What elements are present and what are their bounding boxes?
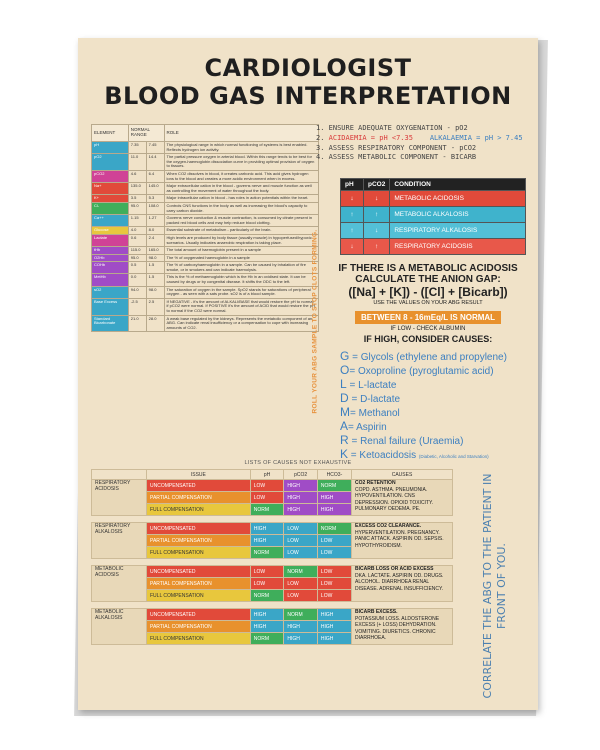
causes-value: HIGH xyxy=(317,633,351,645)
normal-low: 7.35 xyxy=(128,142,146,154)
goldmark-letter: G xyxy=(340,349,350,363)
element-name: Ca++ xyxy=(92,215,129,227)
causes-value: HIGH xyxy=(284,621,318,633)
normal-low: 95.0 xyxy=(128,202,146,214)
causes-value: HIGH xyxy=(284,504,318,516)
condition-header-pco2: pCO2 xyxy=(364,179,390,191)
goldmark-meaning: = Ketoacidosis xyxy=(348,450,419,461)
causes-group-name: RESPIRATORY ACIDOSIS xyxy=(92,480,147,516)
causes-value: LOW xyxy=(250,578,284,590)
spacer-cell xyxy=(92,516,453,523)
goldmark-letter: O xyxy=(340,363,350,377)
normal-low: 4.6 xyxy=(128,170,146,182)
element-row xyxy=(92,247,319,255)
element-row xyxy=(92,227,319,235)
poster-title-line1: CARDIOLOGIST xyxy=(204,54,412,82)
anion-normal-badge: BETWEEN 8 - 16mEq/L IS NORMAL xyxy=(355,311,501,324)
goldmark-item xyxy=(340,406,538,420)
element-table-header xyxy=(92,125,319,142)
arrow-down-icon: ↓ xyxy=(364,223,390,239)
causes-value: LOW xyxy=(284,523,318,535)
goldmark-meaning: = L-lactate xyxy=(346,380,397,391)
goldmark-item xyxy=(340,392,538,406)
normal-high: 8.0 xyxy=(146,227,164,235)
normal-high: 165.0 xyxy=(146,247,164,255)
causes-value: LOW xyxy=(284,590,318,602)
normal-low: 4.0 xyxy=(128,227,146,235)
normal-high: 108.0 xyxy=(146,202,164,214)
causes-issue: PARTIAL COMPENSATION xyxy=(147,492,251,504)
element-role: The saturation of oxygen in the sample. SpO2 stands for saturations of peripheral oxygen - as seen with a sats probe. sO2 is of a blood sample. xyxy=(164,286,319,298)
normal-low: 135.0 xyxy=(128,183,146,195)
step-2-number: 2. xyxy=(316,133,325,142)
causes-value: LOW xyxy=(284,547,318,559)
normal-high: 1.5 xyxy=(146,262,164,274)
anion-formula: ([Na] + [K]) - ([Cl] + [Bicarb]) xyxy=(348,285,508,299)
normal-low: 21.0 xyxy=(128,315,146,332)
step-1: 1. ENSURE ADEQUATE OXYGENATION - pO2 xyxy=(316,124,468,132)
causes-text: DKA. LACTATE. ASPIRIN OD. DRUGS. ALCOHOL. DIARRHOEA RENAL DISEASE. ADRENAL INSUFFICIENCY. xyxy=(355,572,444,592)
poster xyxy=(78,38,538,710)
condition-name: METABOLIC ALKALOSIS xyxy=(390,207,526,223)
element-role: The physiological range in which normal functioning of systems is best enabled. Reflects hydrogen ion activity. xyxy=(164,142,319,154)
causes-header-hco3: HCO3- xyxy=(317,470,351,480)
causes-issue: FULL COMPENSATION xyxy=(147,590,251,602)
step-4: 4. ASSESS METABOLIC COMPONENT - BICARB xyxy=(316,153,477,162)
causes-text: POTASSIUM LOSS. ALDOSTERONE EXCESS (+ LOSS) DEHYDRATION. VOMITING. DIURETICS. CHRONIC DIARRHOEA. xyxy=(355,615,440,641)
element-role: Governs nerve conduction & muscle contraction, is consumed by citrate present in packed red blood cells and may help reduce blood clotting. xyxy=(164,215,319,227)
condition-row xyxy=(341,239,526,255)
causes-text: COPD. ASTHMA. PNEUMONIA. HYPOVENTILATION. CNS DEPRESSION. OPIOID TOXICITY. PULMONARY OEDEMA. PE. xyxy=(355,486,434,512)
causes-header-group xyxy=(92,470,147,480)
normal-high: 14.4 xyxy=(146,154,164,171)
causes-value: LOW xyxy=(284,535,318,547)
normal-low: 94.0 xyxy=(128,286,146,298)
element-name: MetHb xyxy=(92,274,129,286)
anion-heading-2: CALCULATE THE ANION GAP: xyxy=(355,274,501,285)
header-element: ELEMENT xyxy=(92,125,129,142)
causes-group-name: METABOLIC ALKALOSIS xyxy=(92,609,147,645)
element-role: When CO2 dissolves in blood, it creates carbonic acid. This acid gives hydrogen ions to the blood and creates a more acidic environment when in excess. xyxy=(164,170,319,182)
causes-value: HIGH xyxy=(284,480,318,492)
element-role: The % of carboxyhaemoglobin in a sample. Can be caused by inhalation of fire smoke, or in smokers and can indicate haemolysis. xyxy=(164,262,319,274)
arrow-down-icon: ↓ xyxy=(341,191,364,207)
causes-issue: UNCOMPENSATED xyxy=(147,523,251,535)
goldmark-letter: M xyxy=(340,405,350,419)
element-role: Major intracellular cation in blood - has roles in action potentials within the heart. xyxy=(164,195,319,203)
goldmark-letter: D xyxy=(340,391,349,405)
normal-low: -2.5 xyxy=(128,298,146,315)
causes-value: LOW xyxy=(317,590,351,602)
causes-value: HIGH xyxy=(284,492,318,504)
element-name: pO2 xyxy=(92,154,129,171)
causes-issue: UNCOMPENSATED xyxy=(147,480,251,492)
causes-value: NORM xyxy=(284,609,318,621)
causes-value: LOW xyxy=(250,492,284,504)
element-row xyxy=(92,195,319,203)
causes-value: HIGH xyxy=(317,621,351,633)
goldmark-meaning: = Oxoproline (pyroglutamic acid) xyxy=(349,366,494,377)
causes-value: LOW xyxy=(284,578,318,590)
causes-issue: PARTIAL COMPENSATION xyxy=(147,621,251,633)
element-role: The % of oxygenated haemoglobin in a sample xyxy=(164,254,319,262)
element-table-body xyxy=(92,142,319,332)
element-row xyxy=(92,315,319,332)
element-row xyxy=(92,274,319,286)
causes-group-name: METABOLIC ACIDOSIS xyxy=(92,566,147,602)
causes-title: CO2 RETENTION xyxy=(355,480,396,486)
causes-list xyxy=(352,523,453,559)
goldmark-list xyxy=(340,350,538,463)
causes-list xyxy=(352,609,453,645)
normal-high: 2.4 xyxy=(146,234,164,246)
spacer-cell xyxy=(92,559,453,566)
condition-name: METABOLIC ACIDOSIS xyxy=(390,191,526,207)
causes-value: HIGH xyxy=(284,633,318,645)
condition-row xyxy=(341,207,526,223)
causes-header-ph: pH xyxy=(250,470,284,480)
normal-low: 0.5 xyxy=(128,262,146,274)
element-name: pCO2 xyxy=(92,170,129,182)
header-normal-range: NORMAL RANGE xyxy=(128,125,164,142)
element-name: tHb xyxy=(92,247,129,255)
causes-value: NORM xyxy=(317,480,351,492)
arrow-down-icon: ↓ xyxy=(364,191,390,207)
goldmark-letter: L xyxy=(340,377,347,391)
causes-row xyxy=(92,566,453,578)
correlate-note xyxy=(450,473,536,708)
anion-gap-section xyxy=(318,263,538,345)
causes-value: NORM xyxy=(250,633,284,645)
goldmark-note: (Diabetic, Alcoholic and Starvation) xyxy=(418,454,489,459)
arrow-up-icon: ↑ xyxy=(341,223,364,239)
causes-text: HYPERVENTILATION. PREGNANCY. PANIC ATTACK. ASPIRIN OD. SEPSIS. HYPOTHYROIDISM. xyxy=(355,529,444,549)
causes-header-pco2: pCO2 xyxy=(284,470,318,480)
normal-low: 1.15 xyxy=(128,215,146,227)
causes-value: NORM xyxy=(250,590,284,602)
causes-header-causes: CAUSES xyxy=(352,470,453,480)
normal-low: 11.0 xyxy=(128,154,146,171)
arrow-up-icon: ↑ xyxy=(364,239,390,255)
condition-name: RESPIRATORY ACIDOSIS xyxy=(390,239,526,255)
normal-high: 1.27 xyxy=(146,215,164,227)
causes-spacer xyxy=(92,602,453,609)
normal-high: 7.45 xyxy=(146,142,164,154)
element-name: Base Excess xyxy=(92,298,129,315)
causes-title: BICARB LOSS OR ACID EXCESS xyxy=(355,566,434,572)
arrow-up-icon: ↑ xyxy=(364,207,390,223)
anion-high: IF HIGH, CONSIDER CAUSES: xyxy=(363,334,493,344)
causes-list xyxy=(352,566,453,602)
condition-row xyxy=(341,191,526,207)
goldmark-meaning: = Aspirin xyxy=(348,422,387,433)
normal-low: 0.6 xyxy=(128,234,146,246)
causes-issue: FULL COMPENSATION xyxy=(147,633,251,645)
normal-high: 98.0 xyxy=(146,254,164,262)
causes-value: NORM xyxy=(317,523,351,535)
normal-low: 0.0 xyxy=(128,274,146,286)
step-2-alkalaemia: ALKALAEMIA = pH > 7.45 xyxy=(429,133,523,142)
element-row xyxy=(92,286,319,298)
causes-group-name: RESPIRATORY ALKALOSIS xyxy=(92,523,147,559)
goldmark-item xyxy=(340,378,538,392)
element-role: A weak base regulated by the kidneys. Represents the metabolic component of an ABG. Can indicate renal insufficiency or a compensation to cope with increasing amounts of CO2. xyxy=(164,315,319,332)
element-row xyxy=(92,215,319,227)
normal-high: 28.0 xyxy=(146,315,164,332)
step-2-acidaemia: ACIDAEMIA = pH <7.35 xyxy=(328,133,413,142)
causes-value: LOW xyxy=(317,535,351,547)
causes-spacer xyxy=(92,559,453,566)
element-name: Cl- xyxy=(92,202,129,214)
step-3: 3. ASSESS RESPIRATORY COMPONENT - pCO2 xyxy=(316,143,477,152)
causes-issue: UNCOMPENSATED xyxy=(147,609,251,621)
causes-value: LOW xyxy=(250,566,284,578)
normal-high: 2.5 xyxy=(146,298,164,315)
causes-title: EXCESS CO2 CLEARANCE. xyxy=(355,523,422,529)
condition-table xyxy=(340,178,526,255)
goldmark-item xyxy=(340,350,538,364)
causes-table xyxy=(91,469,453,645)
causes-value: HIGH xyxy=(250,621,284,633)
goldmark-meaning: = Methanol xyxy=(350,408,400,419)
goldmark-meaning: = D-lactate xyxy=(348,394,401,405)
element-row xyxy=(92,154,319,171)
causes-row xyxy=(92,523,453,535)
normal-high: 5.3 xyxy=(146,195,164,203)
step-2 xyxy=(316,134,536,144)
causes-header-issue: ISSUE xyxy=(147,470,251,480)
element-name: pH xyxy=(92,142,129,154)
normal-low: 95.0 xyxy=(128,254,146,262)
goldmark-letter: A xyxy=(340,419,349,433)
element-role: This is the % of methaemoglobin which is the Hb in an oxidised state. It can be caused by drugs or by congenital disease. It shifts the ODC to the left. xyxy=(164,274,319,286)
element-table xyxy=(91,124,319,332)
roll-sample-text: ROLL YOUR ABG SAMPLE TO STOP CLOTS FORMING. xyxy=(311,229,319,414)
condition-row xyxy=(341,223,526,239)
anion-heading: IF THERE IS A METABOLIC ACIDOSIS xyxy=(338,263,518,274)
element-name: Glucose xyxy=(92,227,129,235)
anion-use-values: USE THE VALUES ON YOUR ABG RESULT xyxy=(373,300,483,306)
normal-high: 145.0 xyxy=(146,183,164,195)
poster-title-line2: BLOOD GAS INTERPRETATION xyxy=(104,82,512,110)
normal-high: 6.4 xyxy=(146,170,164,182)
element-row xyxy=(92,183,319,195)
element-row xyxy=(92,254,319,262)
goldmark-item xyxy=(340,434,538,448)
causes-value: NORM xyxy=(284,566,318,578)
anion-low: IF LOW - CHECK ALBUMIN xyxy=(390,326,466,332)
causes-issue: PARTIAL COMPENSATION xyxy=(147,535,251,547)
element-name: O2Hb xyxy=(92,254,129,262)
causes-value: HIGH xyxy=(317,609,351,621)
spacer-cell xyxy=(92,602,453,609)
causes-issue: FULL COMPENSATION xyxy=(147,547,251,559)
causes-value: LOW xyxy=(317,578,351,590)
causes-table-body xyxy=(92,480,453,645)
condition-header-ph: pH xyxy=(341,179,364,191)
causes-caption: LISTS OF CAUSES NOT EXHAUSTIVE xyxy=(244,460,352,466)
causes-value: LOW xyxy=(317,566,351,578)
element-name: Na+ xyxy=(92,183,129,195)
condition-name: RESPIRATORY ALKALOSIS xyxy=(390,223,526,239)
element-role: Major extracellular cation in the blood - governs nerve and muscle function as well as controlling the movement of water throughout the body. xyxy=(164,183,319,195)
causes-value: LOW xyxy=(250,480,284,492)
causes-issue: FULL COMPENSATION xyxy=(147,504,251,516)
causes-value: HIGH xyxy=(250,523,284,535)
element-name: K+ xyxy=(92,195,129,203)
element-name: Lactate xyxy=(92,234,129,246)
arrow-down-icon: ↓ xyxy=(341,239,364,255)
element-row xyxy=(92,234,319,246)
element-role: High levels are produced by body tissue (usually muscle) in hypoperfused/hypoxic scenarios. Usually indicates anaerobic respiration is taking place. xyxy=(164,234,319,246)
causes-title: BICARB EXCESS. xyxy=(355,609,398,615)
element-row xyxy=(92,142,319,154)
normal-high: 98.0 xyxy=(146,286,164,298)
goldmark-item xyxy=(340,420,538,434)
causes-value: HIGH xyxy=(317,504,351,516)
normal-low: 115.0 xyxy=(128,247,146,255)
element-row xyxy=(92,262,319,274)
element-role: If NEGATIVE - it's the amount of ALKALI/BASE that would restore the pH to normal if pCO2 were normal. If POSITIVE it's the amount of ACID that would restore the pH to normal if the CO2 were normal. xyxy=(164,298,319,315)
goldmark-meaning: = Renal failure (Uraemia) xyxy=(348,436,464,447)
causes-row xyxy=(92,609,453,621)
causes-value: HIGH xyxy=(317,492,351,504)
element-role: The partial pressure oxygen in arterial blood. Within this range tends to be best for the oxygen-haemoglobin dissociation curve in providing optimal provision of oxygen to tissues. xyxy=(164,154,319,171)
element-row xyxy=(92,202,319,214)
causes-issue: UNCOMPENSATED xyxy=(147,566,251,578)
element-name: sO2 xyxy=(92,286,129,298)
goldmark-meaning: = Glycols (ethylene and propylene) xyxy=(349,352,507,363)
element-role: The total amount of haemoglobin present in a sample xyxy=(164,247,319,255)
causes-list xyxy=(352,480,453,516)
arrow-up-icon: ↑ xyxy=(341,207,364,223)
correlate-text: CORRELATE THE ABG TO THE PATIENT IN FRONT OF YOU. xyxy=(481,473,508,699)
normal-high: 1.5 xyxy=(146,274,164,286)
causes-value: HIGH xyxy=(250,609,284,621)
element-row xyxy=(92,170,319,182)
goldmark-letter: R xyxy=(340,433,349,447)
normal-low: 3.5 xyxy=(128,195,146,203)
causes-value: NORM xyxy=(250,504,284,516)
element-role: Controls CNS functions in the body as well as increasing the blood's capacity to carry carbon dioxide. xyxy=(164,202,319,214)
element-role: Essential substrate of metabolism - particularly of the brain. xyxy=(164,227,319,235)
causes-row xyxy=(92,480,453,492)
header-role: ROLE xyxy=(164,125,319,142)
causes-value: HIGH xyxy=(250,535,284,547)
goldmark-item xyxy=(340,364,538,378)
interpretation-steps xyxy=(316,124,536,163)
element-name: COHb xyxy=(92,262,129,274)
causes-value: LOW xyxy=(317,547,351,559)
element-name: Standard Bicarbonate xyxy=(92,315,129,332)
goldmark-letter: K xyxy=(340,447,349,461)
causes-issue: PARTIAL COMPENSATION xyxy=(147,578,251,590)
condition-header-condition: CONDITION xyxy=(390,179,526,191)
causes-spacer xyxy=(92,516,453,523)
causes-value: NORM xyxy=(250,547,284,559)
element-row xyxy=(92,298,319,315)
